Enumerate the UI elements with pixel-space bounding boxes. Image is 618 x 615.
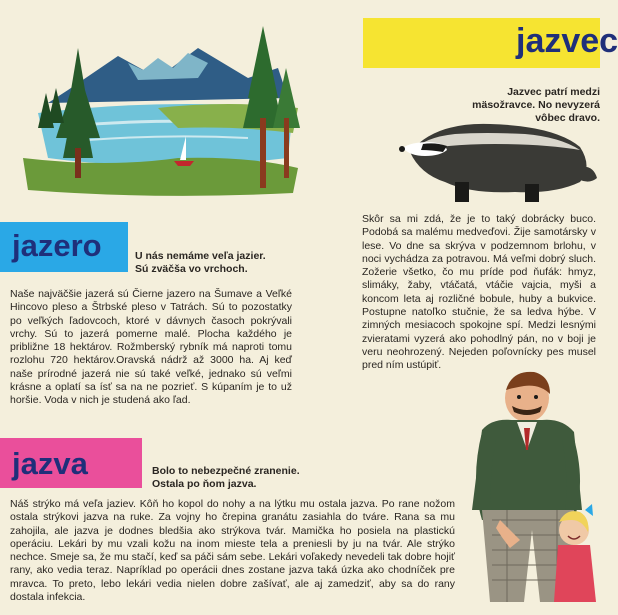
jazero-lead: U nás nemáme veľa jazier. Sú zväčša vo vrchoch. xyxy=(135,250,266,275)
uncle-and-girl-illustration xyxy=(462,370,600,615)
badger-illustration xyxy=(395,112,600,207)
jazero-title: jazero xyxy=(12,228,102,263)
jazero-body: Naše najväčšie jazerá sú Čierne jazero na Šumave a Veľké Hincovo pleso a Štrbské pleso v Tatrách. Sú to pozostatky po veľkých ľadovcoch, ktoré v dávnych časoch pokrývali vrchy. Sú to jazerá pomerne malé. Plocha každého je približne 18 hektárov. Rožmberský rybník má naproti tomu rozlohu 720 hektárov.Oravská nádrž až 3000 ha. Aj keď naše prírodné jazerá nie sú také veľké, jednako sú veľmi krásne a oplatí sa ísť sa na ne pozrieť. S kúpaním je to už horšie. Voda v nich je studená ako ľad. xyxy=(10,288,292,407)
jazvec-title: jazvec xyxy=(516,22,618,60)
jazvec-body: Skôr sa mi zdá, že je to taký dobrácky buco. Podobá sa malému medveďovi. Žije samotársky v lese. Vo dne sa skrýva v podzemnom brlohu, v noci vychádza za potravou. Má veľmi dobrý sluch. Zožerie všetko, čo mu príde pod ňufák: hmyz, slimáky, žaby, vtáčatá, vtáčie vajcia, myši a koncom leta aj rozličné bobule, huby a bukvice. Postupne natoľko stučnie, že sa ledva hýbe. V zimných mesiacoch spokojne spí. Medzi lesnými zvieratami vyzerá ako pohodlný pán, no v boji je veru neohrozený. Nejeden poľovnícky pes musel pred ním ustúpiť. xyxy=(362,213,596,372)
lake-illustration xyxy=(8,8,308,198)
jazvec-lead: Jazvec patrí medzi mäsožravce. No nevyzerá vôbec dravo. xyxy=(472,86,600,124)
jazva-body: Náš strýko má veľa jaziev. Kôň ho kopol do nohy a na lýtku mu ostala jazva. Po rane nožom ostala strýkovi jazva na ruke. Za vojny ho črepina granátu zasiahla do tváre. Rana sa mu zahojila, ale jazva je dodnes bledšia ako strýkova tvár. Mamička ho posiela na plastickú operáciu. Lekári by mu vzali kožu na inom mieste tela a preniesli by ju na tvár. Ale strýko nechce. Smeje sa, že mu stačí, keď sa páči sám sebe. Lekári voľakedy nevedeli tak dobre hojiť rany, ako vedia teraz. Napríklad po operácii dnes zostane jazva taká úzka ako chodníček pre mravca. To preto, lebo lekári vedia nielen dobre zašívať, ale aj zamedziť, aby sa do rany dostala infekcia. xyxy=(10,498,455,604)
jazva-lead: Bolo to nebezpečné zranenie. Ostala po ňom jazva. xyxy=(152,465,300,490)
jazva-title: jazva xyxy=(12,446,88,481)
